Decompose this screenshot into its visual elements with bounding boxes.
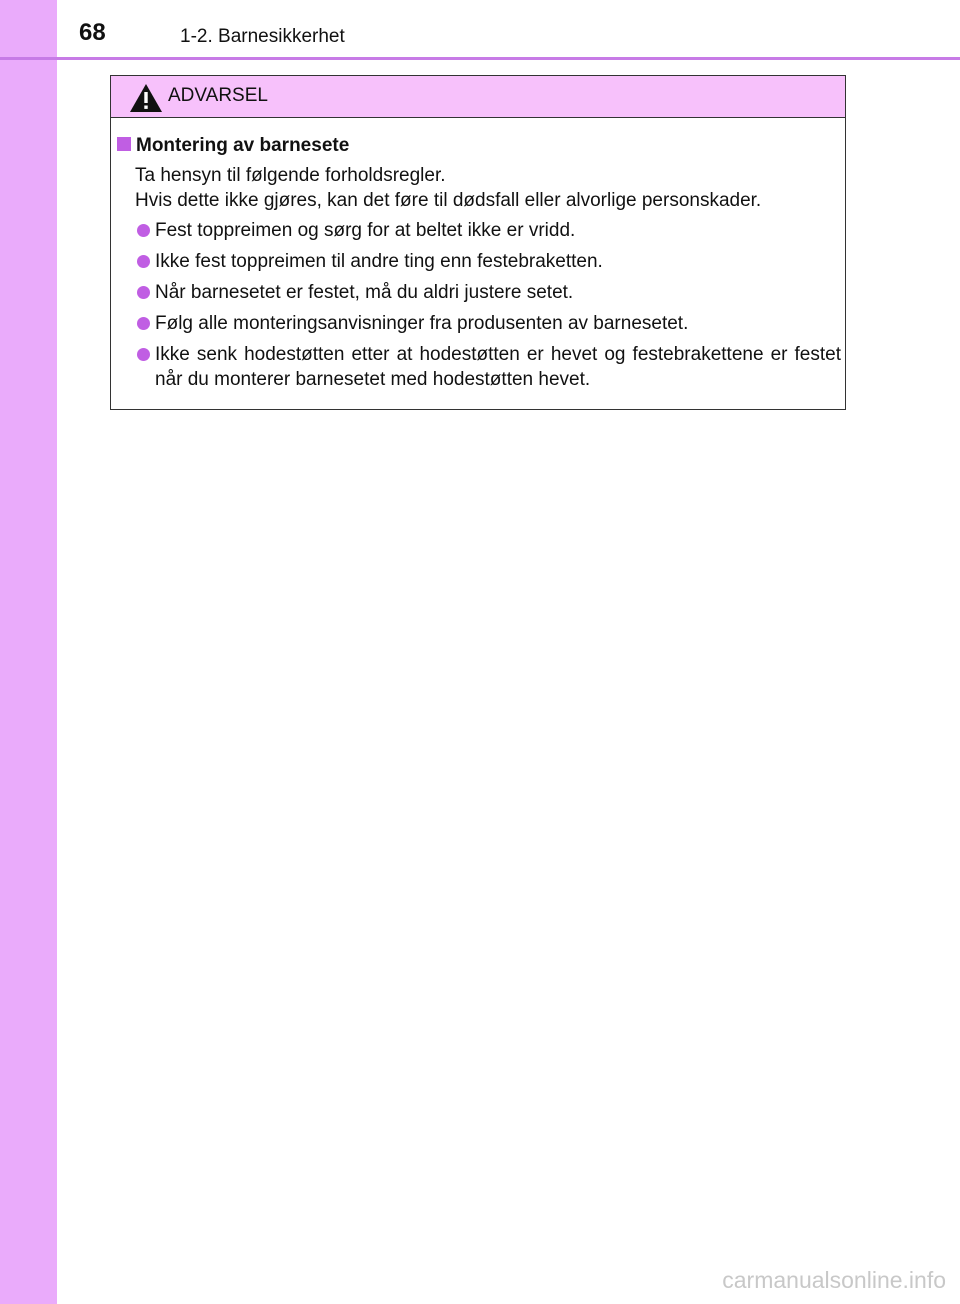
square-bullet-icon	[117, 137, 131, 151]
section-title: 1-2. Barnesikkerhet	[180, 26, 345, 47]
header-rule	[0, 57, 960, 60]
list-item	[137, 280, 841, 305]
warning-triangle-icon	[129, 83, 163, 113]
list-item	[137, 342, 841, 392]
list-item-text: Ikke fest toppreimen til andre ting enn festebraketten.	[155, 251, 603, 272]
intro-text	[135, 163, 761, 213]
intro-line: Ta hensyn til følgende forholdsregler.	[135, 165, 446, 186]
bullet-list	[137, 218, 841, 398]
list-item-text: Følg alle monteringsanvisninger fra produsenten av barnesetet.	[155, 313, 689, 334]
list-item-text: Ikke senk hodestøtten etter at hodestøtten er hevet og festebrakettene er festet når du monterer barnesetet med hodestøtten hevet.	[155, 344, 841, 390]
bullet-dot-icon	[137, 286, 150, 299]
bullet-dot-icon	[137, 255, 150, 268]
intro-line: Hvis dette ikke gjøres, kan det føre til dødsfall eller alvorlige personskader.	[135, 190, 762, 211]
side-band	[0, 0, 57, 1304]
bullet-dot-icon	[137, 317, 150, 330]
subheading	[117, 134, 349, 158]
warning-box	[110, 75, 846, 410]
list-item-text: Når barnesetet er festet, må du aldri justere setet.	[155, 282, 574, 303]
warning-label: ADVARSEL	[168, 85, 268, 106]
list-item	[137, 311, 841, 336]
bullet-dot-icon	[137, 348, 150, 361]
list-item	[137, 249, 841, 274]
page-number: 68	[79, 19, 106, 46]
bullet-dot-icon	[137, 224, 150, 237]
warning-header	[111, 76, 845, 118]
list-item-text: Fest toppreimen og sørg for at beltet ikke er vridd.	[155, 220, 576, 241]
list-item	[137, 218, 841, 243]
watermark: carmanualsonline.info	[722, 1267, 946, 1293]
subheading-text: Montering av barnesete	[136, 135, 350, 156]
